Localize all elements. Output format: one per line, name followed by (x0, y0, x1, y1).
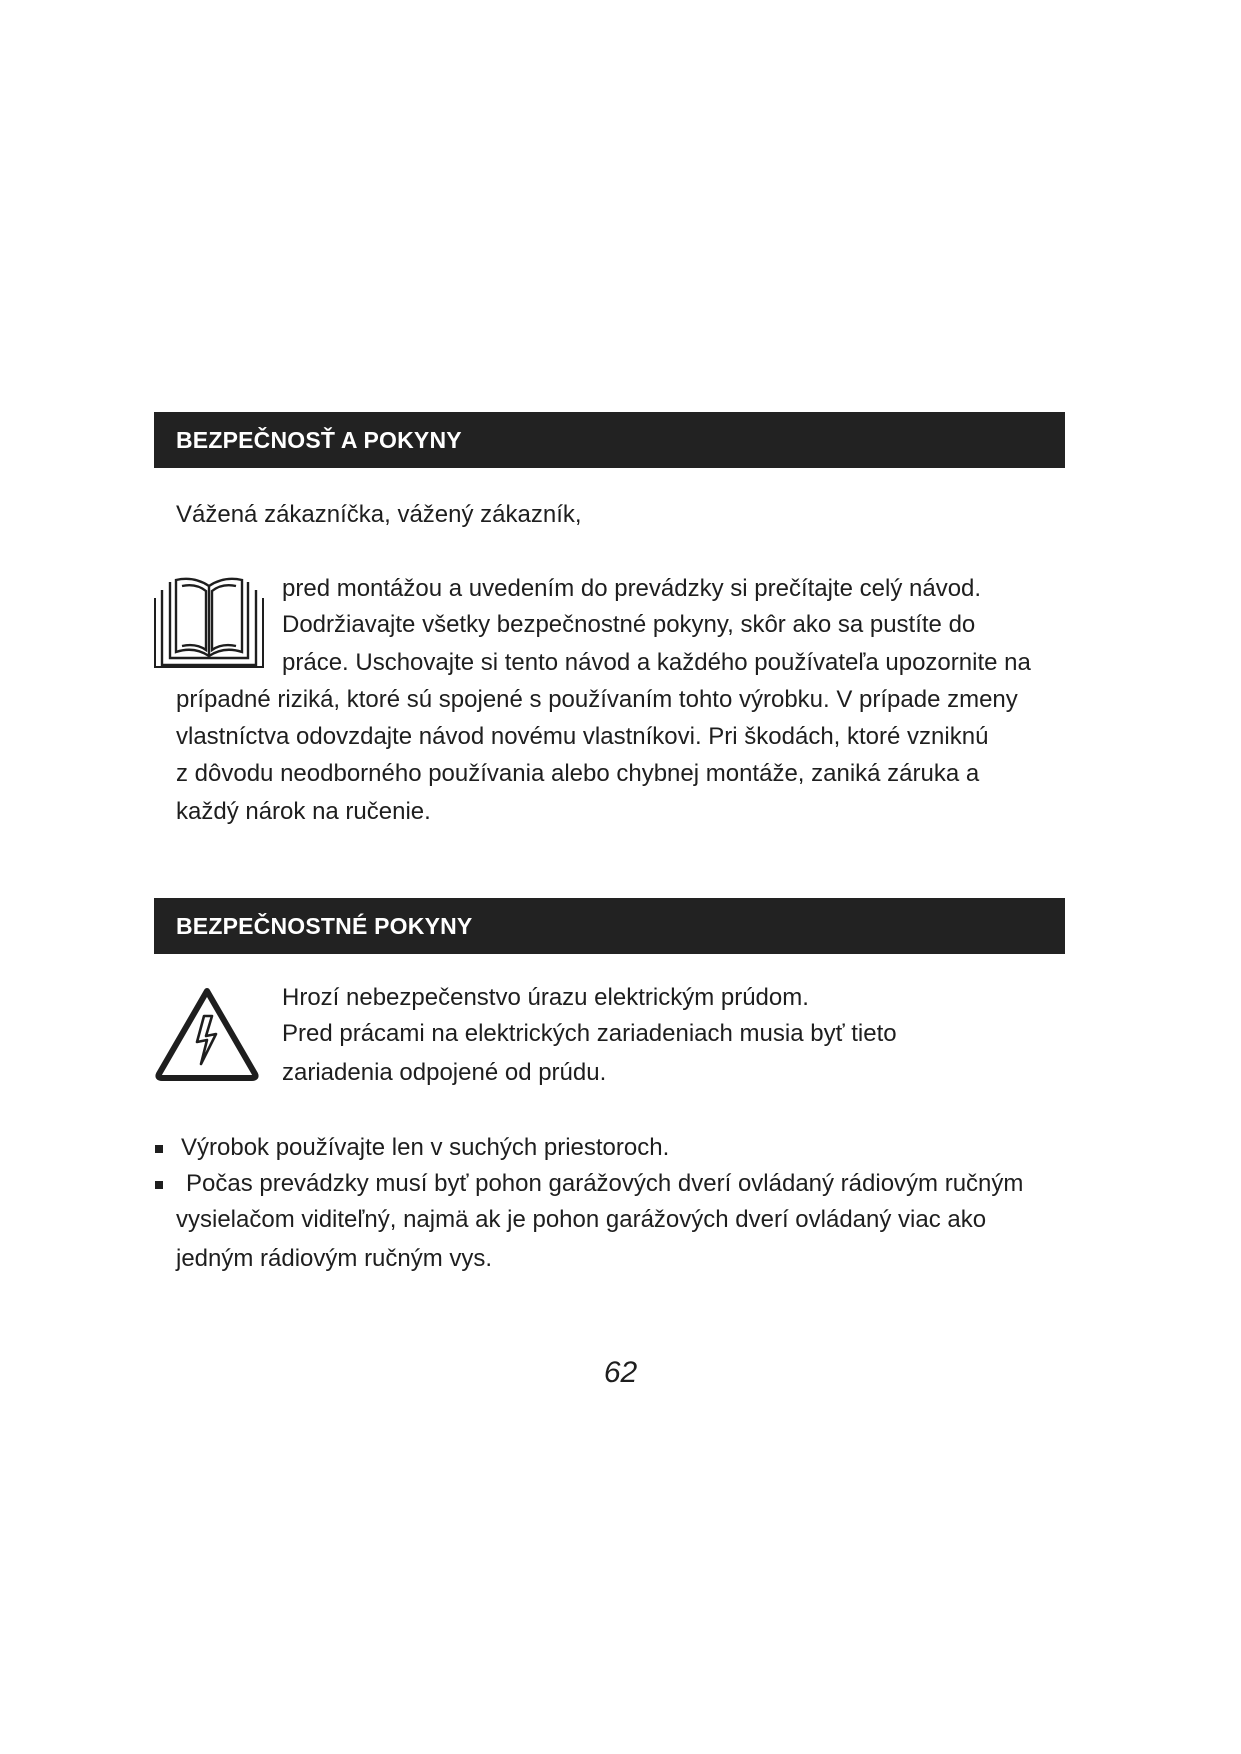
intro-line-7: každý nárok na ručenie. (176, 798, 431, 825)
bullet-2-line-3: jedným rádiovým ručným vys. (176, 1245, 493, 1272)
section-title: BEZPEČNOSTNÉ POKYNY (176, 912, 473, 939)
warning-line-2: Pred prácami na elektrických zariadeniach musia byť tieto (282, 1020, 897, 1047)
greeting: Vážená zákazníčka, vážený zákazník, (176, 501, 582, 528)
section-header-safety (154, 412, 1065, 468)
warning-line-3: zariadenia odpojené od prúdu. (282, 1059, 607, 1086)
intro-line-6: z dôvodu neodborného používania alebo chybnej montáže, zaniká záruka a (176, 760, 980, 787)
bullet-square-icon (155, 1145, 163, 1153)
section-title: BEZPEČNOSŤ A POKYNY (176, 426, 462, 453)
bullet-1-line-1: Výrobok používajte len v suchých priestoroch. (181, 1134, 670, 1161)
page-number: 62 (603, 1356, 638, 1389)
bullet-2-line-1: Počas prevádzky musí byť pohon garážových dverí ovládaný rádiovým ručným (186, 1170, 1024, 1197)
intro-line-5: vlastníctva odovzdajte návod novému vlastníkovi. Pri škodách, ktoré vzniknú (176, 723, 989, 750)
intro-line-1: pred montážou a uvedením do prevádzky si prečítajte celý návod. (282, 575, 982, 602)
bullet-square-icon (155, 1181, 163, 1189)
intro-line-4: prípadné riziká, ktoré sú spojené s používaním tohto výrobku. V prípade zmeny (176, 686, 1018, 713)
intro-line-2: Dodržiavajte všetky bezpečnostné pokyny, skôr ako sa pustíte do (282, 611, 976, 638)
intro-line-3: práce. Uschovajte si tento návod a každého používateľa upozornite na (282, 649, 1031, 676)
manual-book-icon (154, 576, 264, 673)
warning-line-1: Hrozí nebezpečenstvo úrazu elektrickým prúdom. (282, 984, 809, 1011)
section-header-safety-instructions (154, 898, 1065, 954)
bullet-2-line-2: vysielačom viditeľný, najmä ak je pohon garážových dverí ovládaný viac ako (176, 1206, 987, 1233)
electric-hazard-icon (154, 986, 260, 1087)
